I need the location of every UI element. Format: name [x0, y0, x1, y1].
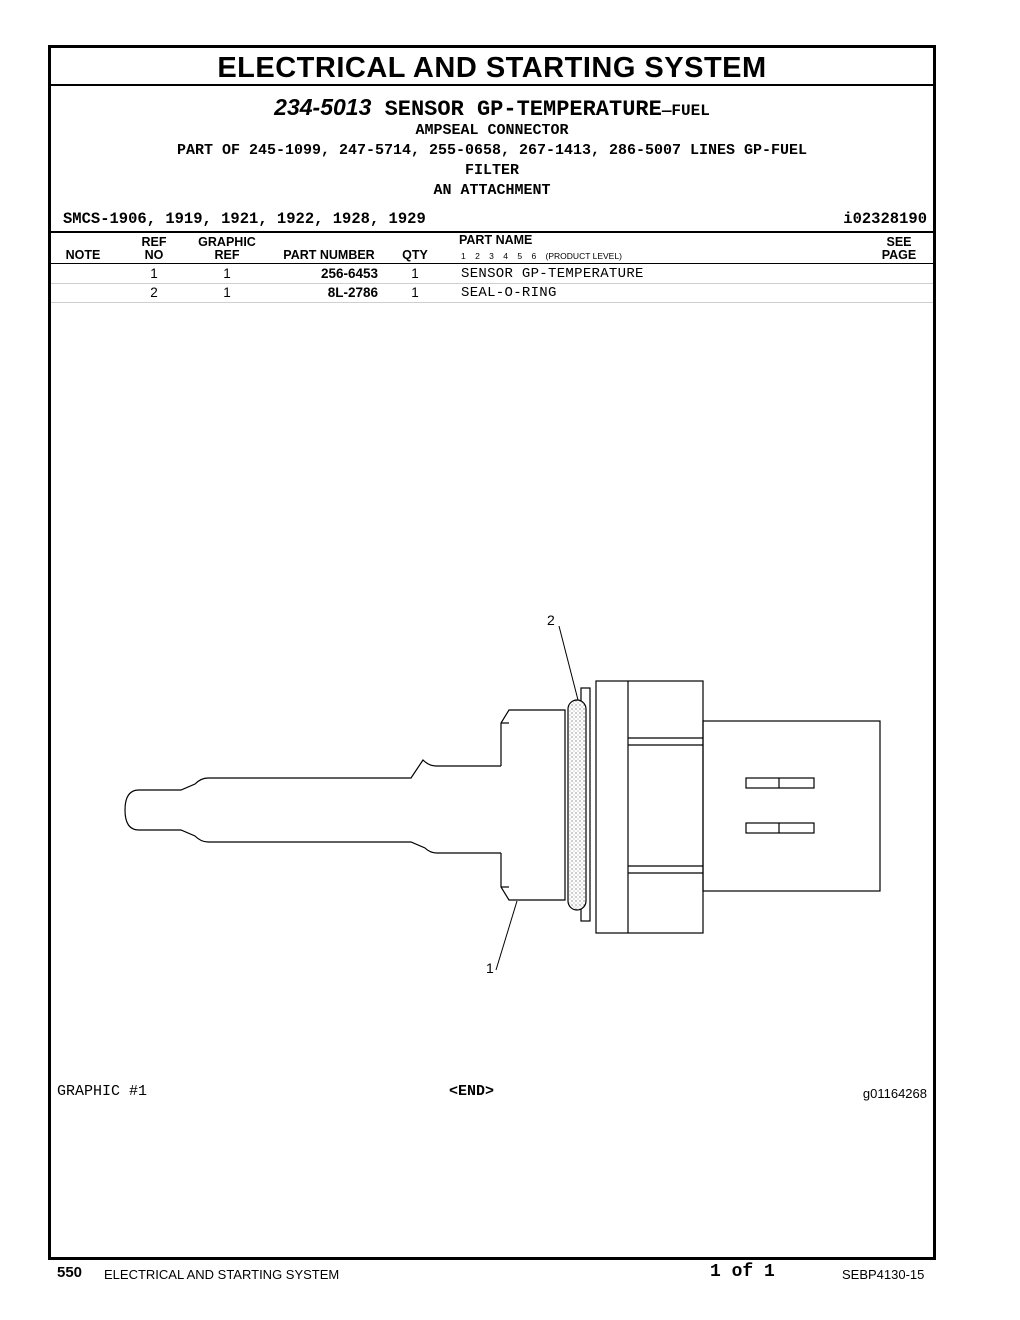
- graphic-label: GRAPHIC #1: [57, 1083, 148, 1100]
- col-part-number: PART NUMBER: [283, 248, 375, 262]
- part-name: SENSOR GP-TEMPERATURE: [461, 266, 644, 282]
- part-number: 8L-2786: [327, 285, 378, 300]
- col-note: NOTE: [65, 248, 101, 262]
- smcs-codes: SMCS-1906, 1919, 1921, 1922, 1928, 1929: [63, 210, 426, 228]
- connector-line: AMPSEAL CONNECTOR: [415, 122, 569, 139]
- sensor-probe-outline: [125, 760, 501, 853]
- section-title: ELECTRICAL AND STARTING SYSTEM: [51, 48, 933, 86]
- connector-housing: [596, 681, 703, 933]
- callout-1: 1: [486, 960, 494, 976]
- col-ref-top: REF: [141, 235, 167, 249]
- connector-plug: [703, 721, 880, 891]
- qty: 1: [411, 266, 419, 281]
- qty: 1: [411, 285, 419, 300]
- part-of-line-cont: FILTER: [464, 162, 519, 179]
- page-of: 1 of 1: [710, 1262, 775, 1282]
- leader-line-1: [496, 901, 517, 970]
- group-name: SENSOR GP-TEMPERATURE: [384, 97, 662, 122]
- col-qty: QTY: [402, 248, 428, 262]
- ref-no: 1: [150, 266, 158, 281]
- part-of-line: PART OF 245-1099, 247-5714, 255-0658, 267-1413, 286-5007 LINES GP-FUEL: [176, 142, 808, 159]
- sensor-hex-body: [501, 710, 565, 900]
- end-marker: <END>: [449, 1083, 495, 1100]
- graphic-id: g01164268: [862, 1086, 927, 1101]
- col-see-top: SEE: [886, 235, 912, 249]
- graphic-ref: 1: [223, 285, 231, 300]
- col-part-name: PART NAME: [459, 233, 533, 247]
- col-ref-bottom: NO: [144, 248, 164, 262]
- col-graphic-ref-top: GRAPHIC: [198, 235, 256, 249]
- sensor-illustration: [51, 48, 933, 1257]
- o-ring-seal: [568, 700, 586, 910]
- callout-2: 2: [547, 612, 555, 628]
- group-number: 234-5013: [274, 94, 372, 120]
- footer-section: ELECTRICAL AND STARTING SYSTEM: [104, 1267, 340, 1282]
- leader-line-2: [559, 626, 578, 700]
- level-numbers: 1 2 3 4 5 6: [461, 251, 537, 261]
- sensor-probe: [91, 790, 499, 822]
- page-number: 550: [57, 1264, 83, 1281]
- col-graphic-ref-bottom: REF: [214, 248, 240, 262]
- product-level-label: (PRODUCT LEVEL): [545, 251, 622, 261]
- document-number: SEBP4130-15: [842, 1267, 925, 1282]
- illustration-id: i02328190: [843, 210, 927, 228]
- ref-no: 2: [150, 285, 158, 300]
- group-suffix: —FUEL: [661, 102, 710, 120]
- col-see-bottom: PAGE: [881, 248, 917, 262]
- terminal-slot: [746, 823, 814, 833]
- part-name: SEAL-O-RING: [461, 285, 557, 301]
- graphic-ref: 1: [223, 266, 231, 281]
- page-frame: [48, 45, 936, 1260]
- part-number: 256-6453: [320, 266, 378, 281]
- terminal-slot: [746, 778, 814, 788]
- attachment-line: AN ATTACHMENT: [433, 182, 551, 199]
